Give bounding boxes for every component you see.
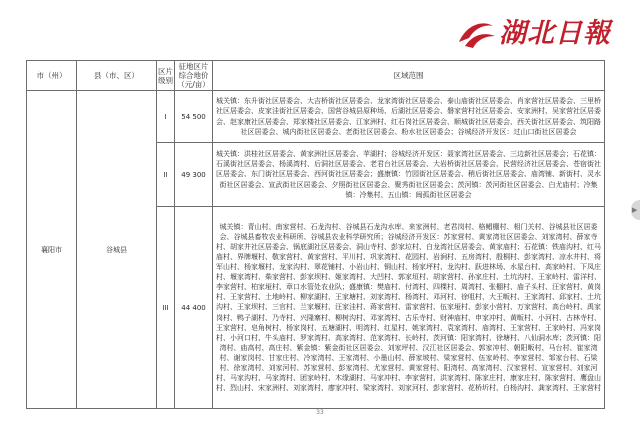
price-cell: 54 500 (175, 91, 213, 143)
scope-cell: 城关镇：东升街社区居委会、大吉桥街社区居委会、龙家湾街社区居委会、泰山庙街社区居委会、肖家营社区居委会、三里桥社区居委会、皮家洼街社区居委会、国营谷城县原种场、后湖社区居委会、磐家营村社区居委会、安家洲村、吴家营社区居委会、赵家康社区居委会、郑家楼社区居委会、江家洲村、红石岗社区居委会、顺城街社区居委会、西关街社区居委会、筑阳路社区居委会、城内街社区居委会、老街社区居委会、粉水社区居委会；谷城经济开发区：过山口街社区居委会 (213, 91, 605, 143)
newspaper-logo (455, 14, 630, 54)
land-price-table (26, 60, 605, 409)
page-number: 33 (316, 409, 324, 416)
table-row-level-1 (27, 91, 605, 143)
header-level: 区片 级别 (157, 61, 175, 91)
level-cell: I (157, 91, 175, 143)
table-header-row (27, 61, 605, 91)
header-city: 市（州） (27, 61, 77, 91)
brand-mark-icon (455, 18, 497, 50)
city-cell: 襄阳市 (27, 91, 77, 409)
county-cell: 谷城县 (77, 91, 157, 409)
scope-cell: 城关镇：青山村、南家营村、石龙沟村、谷城县石龙沟水库、来家洲村、老君岗村、格鲳棚村、相门关村、谷城县社区居委会、谷城县畜牧农业科研所、谷城县农业科学研究所；谷城经济开发区：苏家营村、黄家湾社区居委会、刘家湾村、薛家寺村、胡家井社区居委会、锅底湖社区居委会、洞山寺村、彭家垃村、白龙湾社区居委会、黄家庙村；石花镇：铁庙沟村、红马庙村、界牌堰村、敬家营村、黄家营村、平川村、巩家湾村、花园村、岩涧村、五房湾村、殷桐村、彭家湾村、凉水井村、将军山村、杨家堰村、龙家沟村、翠花铺村、小岩山村、铜山村、杨家坪村、龙沟村、跃进林场、水星台村、高家岭村、下凤庄村、堰家湾村、柴家营村、彭家坝村、姬家湾村、大凹村、郭家垣村、胡家营村、孙家庄村、土坑沟村、王家岭村、雷洋村、李家营村、柏家垭村、章口水管处农业队；盛康镇：樊庙村、付湾村、四棵村、周湾村、张棚村、庙子头村、汪家营村、黄岗村、王家营村、土地岭村、柳家湖村、王家塘村、刘家湾村、杨湾村、邓河村、徐咀村、大王畈村、王家湾村、邱家村、土坑沟村、王家坝村、三官村、兰家堰村、汪家洼村、蒋家营村、雷家营村、伍家垭村、彭家小营村、万家营村、高台岭村、禹家岗村、鸭子湖村、乃寺村、兴隆寨村、柳树沟村、邓家湾村、古乐寺村、财神庙村、申家冲村、黄畈村、小河村、古林寺村、王家营村、皂角树村、杨家岗村、五塘湖村、明湾村、红星村、姚家湾村、袁家湾村、庙湾村、王家营村、王家岭村、冯家岗村、小河口村、牛头庙村、罗家湾村、高家湾村、范家湾村、长岭村、茨河镇：阳家湾村、徐塘村、八仙洞水库；茨河镇：阳湾村、庙高村、高庄村、紫金镇：紫金街社区居委会、刘家坪村、汉江社区居委会、郭家冲村、朝阳畈村、马台村、崔家湾村、谢家岗村、甘家庄村、冷家湾村、王家湾村、小墨山村、薛家坡村、梁家营村、伍家岭村、李家营村、邹家台村、石梁村、徐家湾村、刘家河村、苏家营村、彭家湾村、尤家营村、黄家营村、阳湾村、高家湾村、汉家营村、宣家营村、刘家河村、马家沟村、马家湾村、团家岭村、木缘湖村、马家冲村、李家营村、洪家湾村、陈家庄村、康家庄村、陈家营村、鹰盘山村、烈山村、宋家洲村、刘家湾村、廖家冲村、梁家湾村、刘家河村、彭家营村、花桥圻村、白杨沟村、龚家湾村、王家营村 (213, 207, 605, 409)
brand-name: 湖北日報 (499, 18, 611, 49)
header-scope: 区域范围 (213, 61, 605, 91)
header-county: 县（市、区） (77, 61, 157, 91)
scope-cell: 城关镇：洪桂社区居委会、黄家洲社区居委会、苹湖村；谷城经济开发区：聂家湾社区居委会、三边新社区居委会；石花镇：石溪街社区居委会、杨溪湾村、后洞社区居委会、老君台社区居委会、大岩桥街社区居委会、民营经济社区居委会、苍宿街社区居委会、东门街社区居委会、西河街社区居委会；盛康镇：竹园街社区居委会、稍后街社区居委会、庙湾铺、新街村、灵水街社区居委会、宣武街社区居委会、夕照街社区居委会、聚秀街社区居委会；茨河镇：茨河街社区居委会、白尤庙村；冷集镇：冷集村、五山镇：闽孤街社区居委会 (213, 143, 605, 207)
page-nav-handle[interactable] (631, 200, 640, 220)
header-price: 征地区片 综合地价 （元/亩） (175, 61, 213, 91)
level-cell: II (157, 143, 175, 207)
chevron-right-icon: ▶ (632, 206, 638, 214)
price-cell: 49 300 (175, 143, 213, 207)
price-cell: 44 400 (175, 207, 213, 409)
level-cell: III (157, 207, 175, 409)
